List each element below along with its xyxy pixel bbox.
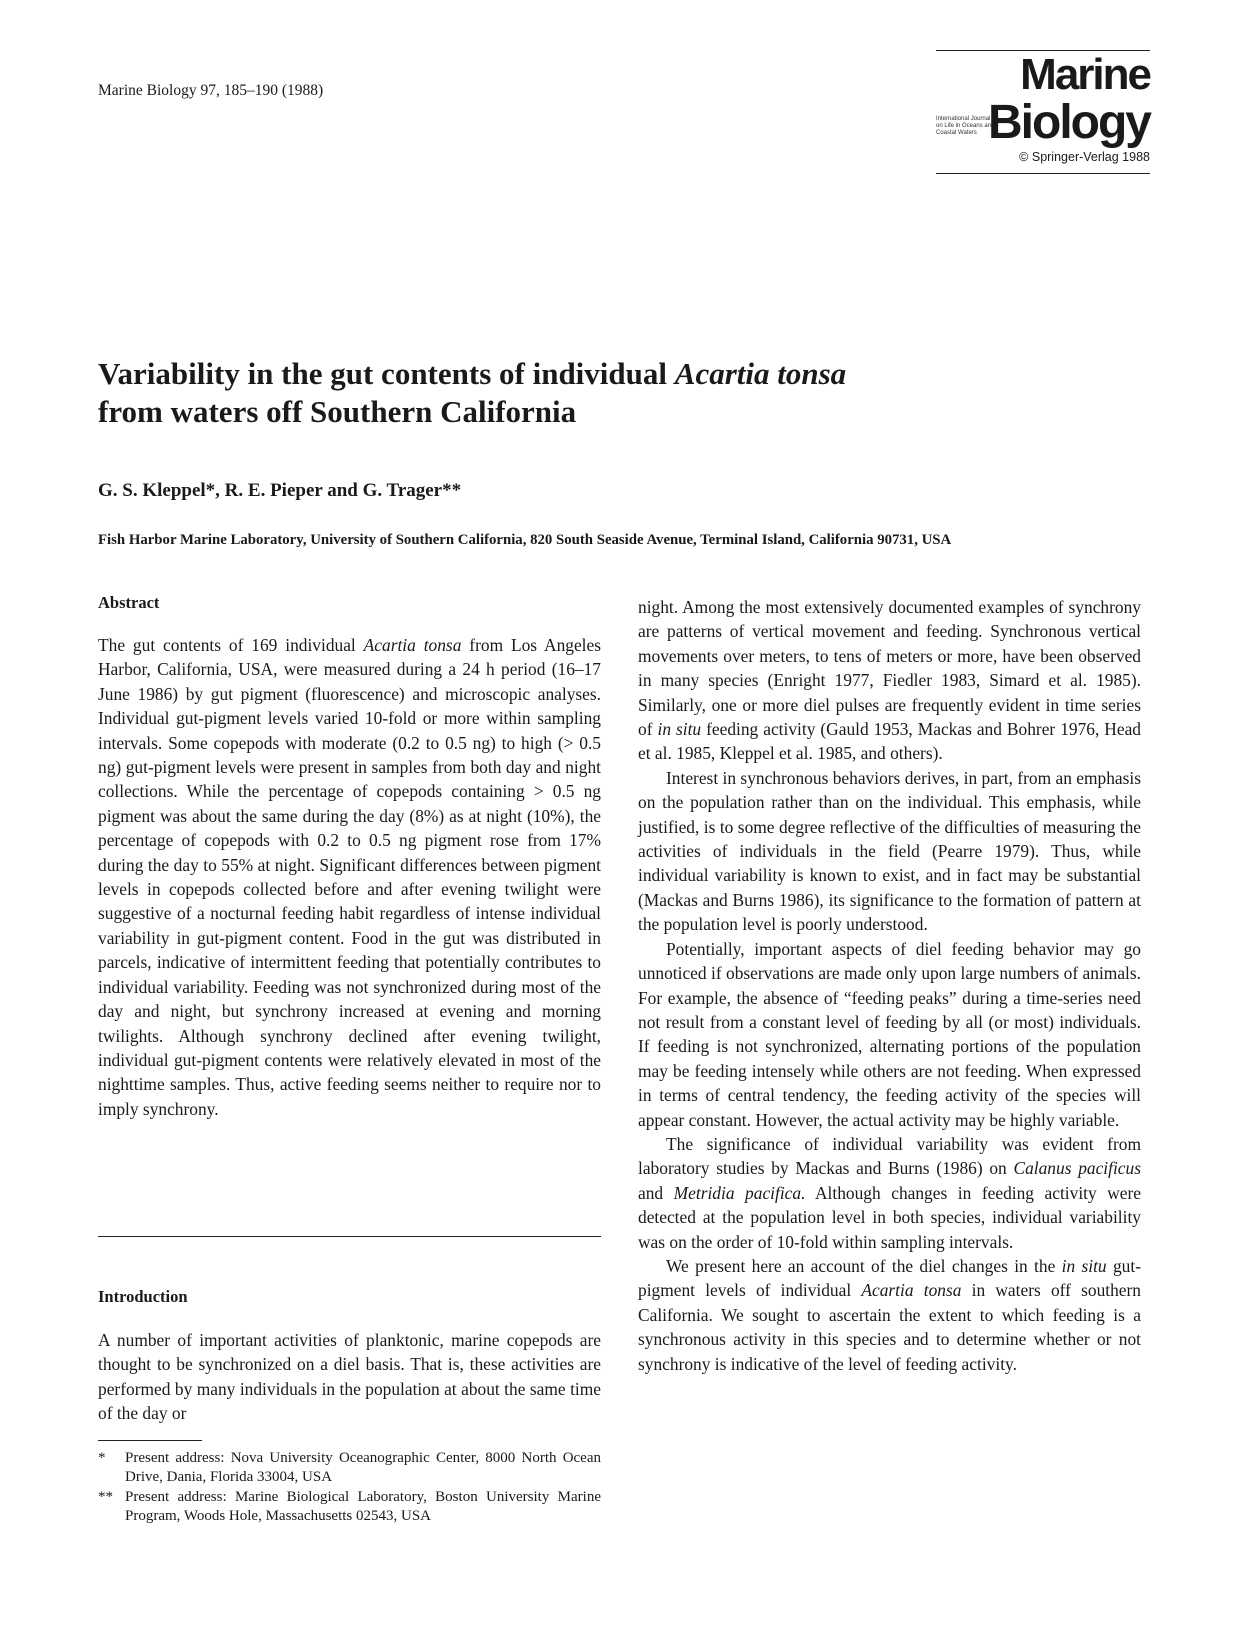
title-text-line2: from waters off Southern California: [98, 394, 577, 429]
p4-and: and: [638, 1182, 674, 1203]
journal-logo-marine: Marine: [1020, 50, 1150, 99]
footnote-text: Present address: Marine Biological Laboratory, Boston University Marine Program, Woods Hole, Massachusetts 02543, USA: [125, 1489, 601, 1524]
introduction-heading: Introduction: [98, 1287, 188, 1306]
abstract-divider: [98, 1236, 601, 1237]
p5-text-c: in waters off southern California. We sought to ascertain the extent to which feeding is a synchronous activity in this species and to determine whether or not synchrony is indicative of the level of feeding activity.: [638, 1280, 1141, 1374]
footnote-mark: **: [98, 1489, 113, 1505]
logo-bottom-rule: [936, 173, 1150, 174]
footnote-2: [98, 1488, 601, 1525]
journal-logo-biology: Biology: [988, 96, 1150, 149]
body-paragraph-3: Potentially, important aspects of diel feeding behavior may go unnoticed if observations are made only upon large numbers of animals. For example, the absence of “feeding peaks” during a time-series need not result from a constant level of feeding by all (or most) individuals. If feeding is not synchronized, alternating portions of the population may be feeding intensely while others are not feeding. When expressed in terms of central tendency, the feeding activity of the species will appear constant. However, the actual activity may be highly variable.: [638, 938, 1141, 1130]
footnote-rule: [98, 1440, 202, 1441]
body-paragraph-2: Interest in synchronous behaviors derives, in part, from an emphasis on the population rather than on the individual. This emphasis, while justified, is to some degree reflective of the difficulties of measuring the activities of individuals in the field (Pearre 1979). Thus, while individual variability is known to exist, and in fact may be substantial (Mackas and Burns 1986), its significance to the formation of pattern at the population level is poorly understood.: [638, 767, 1141, 935]
p5-species: Acartia tonsa: [861, 1280, 962, 1301]
affiliation: Fish Harbor Marine Laboratory, University of Southern California, 820 South Seaside Avenue, Terminal Island, California 90731, USA: [98, 532, 952, 548]
p4-species-1: Calanus pacificus: [1013, 1158, 1141, 1179]
footnote-mark: *: [98, 1450, 106, 1466]
abstract-text-a: The gut contents of 169 individual: [98, 635, 364, 655]
article-title: [98, 355, 998, 431]
abstract-paragraph: [98, 633, 601, 1121]
p5-text-b: gut-pigment levels of individual: [638, 1255, 1141, 1301]
introduction-body: [98, 1328, 601, 1426]
title-species: Acartia tonsa: [674, 356, 847, 391]
p1-text-a: night. Among the most extensively documented examples of synchrony are patterns of vertical movement and feeding. Synchronous vertical movements over meters, to tens of meters or more, have been observed in many species (Enright 1977, Fiedler 1983, Simard et al. 1985). Similarly, one or more diel pulses are frequently evident in time series of: [638, 597, 1141, 740]
footnote-text: Present address: Nova University Oceanographic Center, 8000 North Ocean Drive, Dania, Florida 33004, USA: [125, 1450, 601, 1485]
p4-text-a: The significance of individual variability was evident from laboratory studies by Mackas and Burns (1986) on: [638, 1133, 1141, 1179]
journal-citation: Marine Biology 97, 185–190 (1988): [98, 82, 324, 99]
abstract-text-b: from Los Angeles Harbor, California, USA, were measured during a 24 h period (16–17 June 1986) by gut pigment (fluorescence) and microscopic analyses. Individual gut-pigment levels varied 10-fold or more within sampling intervals. Some copepods with moderate (0.2 to 0.5 ng) to high (> 0.5 ng) gut-pigment levels were present in samples from both day and night collections. While the percentage of copepods containing > 0.5 ng pigment was about the same during the day (8%) as at night (10%), the percentage of copepods with 0.2 to 0.5 ng pigment rose from 17% during the day to 55% at night. Significant differences between pigment levels in copepods collected before and after evening twilight were suggestive of a nocturnal feeding habit regardless of intense individual variability in gut-pigment content. Food in the gut was distributed in parcels, indicative of intermittent feeding that potentially contributes to individual variability. Feeding was not synchronized during most of the day and night, but synchrony increased at evening and morning twilights. Although synchrony declined after evening twilight, individual gut-pigment contents were relatively elevated in most of the nighttime samples. Thus, active feeding seems neither to require nor to imply synchrony.: [98, 635, 601, 1119]
footnotes: [98, 1449, 601, 1527]
right-column-body: [638, 595, 1141, 1376]
abstract-species: Acartia tonsa: [363, 635, 462, 655]
p5-italic: in situ: [1061, 1255, 1107, 1276]
abstract-body: [98, 633, 601, 1121]
title-text: Variability in the gut contents of individual: [98, 356, 675, 391]
body-paragraph-5: [638, 1254, 1141, 1376]
p5-text-a: We present here an account of the diel changes in the: [666, 1255, 1062, 1276]
author-list: G. S. Kleppel*, R. E. Pieper and G. Trager**: [98, 480, 462, 501]
p4-text-b: Although changes in feeding activity were detected at the population level in both species, individual variability was on the order of 10-fold within sampling intervals.: [638, 1182, 1141, 1252]
body-paragraph-1: [638, 595, 1141, 766]
journal-logo-tagline: International Journal on Life in Oceans and Coastal Waters: [936, 116, 995, 136]
p1-text-b: feeding activity (Gauld 1953, Mackas and Bohrer 1976, Head et al. 1985, Kleppel et al. 1985, and others).: [638, 719, 1141, 764]
footnote-1: [98, 1449, 601, 1486]
p1-italic: in situ: [657, 719, 702, 740]
p4-species-2: Metridia pacifica.: [673, 1182, 806, 1203]
abstract-heading: Abstract: [98, 593, 160, 612]
journal-copyright: © Springer-Verlag 1988: [1019, 150, 1150, 164]
body-paragraph-4: [638, 1132, 1141, 1254]
introduction-paragraph: A number of important activities of planktonic, marine copepods are thought to be synchronized on a diel basis. That is, these activities are performed by many individuals in the population at about the same time of the day or: [98, 1330, 601, 1424]
